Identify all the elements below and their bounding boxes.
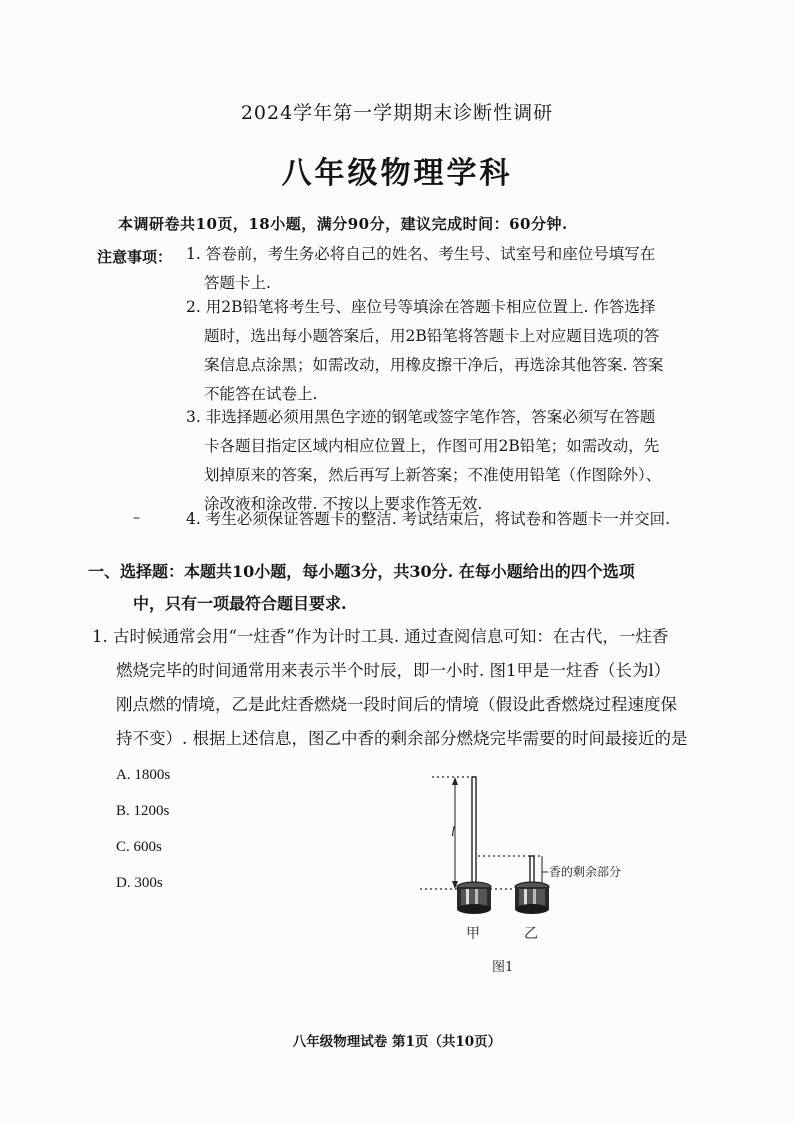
holder-yi [515, 882, 549, 914]
option-c: C. 600s [116, 839, 162, 855]
figure-caption: 图1 [492, 960, 514, 975]
notice-item-1 [186, 240, 655, 298]
option-a: A. 1800s [116, 767, 171, 783]
notice-line: 案信息点涂黑；如需改动，用橡皮擦干净后，再选涂其他答案. 答案 [204, 356, 664, 374]
label-jia: 甲 [466, 926, 480, 942]
question-1-stem-line: 燃烧完毕的时间通常用来表示半个时辰，即一小时. 图1甲是一炷香（长为l） [116, 661, 671, 680]
label-yi: 乙 [524, 926, 538, 942]
incense-stick-full [472, 777, 476, 889]
section-heading: 一、选择题：本题共10小题，每小题3分，共30分. 在每小题给出的四个选项 [88, 562, 635, 581]
stray-mark: – [133, 510, 140, 526]
page-footer: 八年级物理试卷 第1页（共10页） [292, 1034, 502, 1050]
question-1-stem-line: 刚点燃的情境，乙是此炷香燃烧一段时间后的情境（假设此香燃烧过程速度保 [116, 695, 677, 714]
notice-label: 注意事项： [97, 248, 173, 266]
notice-line: 卡各题目指定区域内相应位置上，作图可用2B铅笔；如需改动，先 [204, 437, 660, 455]
notice-line: 题时，选出每小题答案后，用2B铅笔将答题卡上对应题目选项的答 [204, 327, 660, 345]
notice-line: 2. 用2B铅笔将考生号、座位号等填涂在答题卡相应位置上. 作答选择 [186, 298, 656, 316]
question-1-stem-line: 1. 古时候通常会用“一炷香”作为计时工具. 通过查阅信息可知：在古代，一炷香 [92, 627, 669, 646]
section-heading-cont: 中，只有一项最符合题目要求. [133, 594, 347, 613]
question-1-stem-line: 持不变）. 根据上述信息，图乙中香的剩余部分燃烧完毕需要的时间最接近的是 [116, 729, 688, 748]
notice-line: 3. 非选择题必须用黑色字迹的钢笔或签字笔作答，答案必须写在答题 [186, 408, 656, 426]
notice-item-2 [186, 293, 663, 409]
remainder-label: 香的剩余部分 [549, 865, 622, 879]
option-d: D. 300s [116, 875, 163, 891]
arrowhead-up [452, 777, 458, 785]
notice-item-3 [186, 403, 661, 519]
exam-subtitle: 2024学年第一学期期末诊断性调研 [240, 102, 554, 124]
length-label: l [451, 825, 455, 840]
option-b: B. 1200s [116, 803, 170, 819]
notice-item-4 [186, 505, 670, 534]
notice-line: 答题卡上. [204, 274, 271, 292]
exam-intro: 本调研卷共10页，18小题，满分90分，建议完成时间：60分钟. [118, 215, 568, 233]
notice-line: 涂改液和涂改带. 不按以上要求作答无效. [204, 495, 483, 513]
figure-1-incense [420, 768, 660, 983]
holder-jia [457, 882, 491, 914]
exam-title: 八年级物理学科 [281, 156, 513, 191]
notice-line: 划掉原来的答案，然后再写上新答案；不准使用铅笔（作图除外）、 [204, 466, 662, 484]
notice-line: 不能答在试卷上. [204, 385, 318, 403]
notice-line: 4. 考生必须保证答题卡的整洁. 考试结束后，将试卷和答题卡一并交回. [186, 510, 670, 528]
notice-line: 1. 答卷前，考生务必将自己的姓名、考生号、试室号和座位号填写在 [186, 245, 656, 263]
